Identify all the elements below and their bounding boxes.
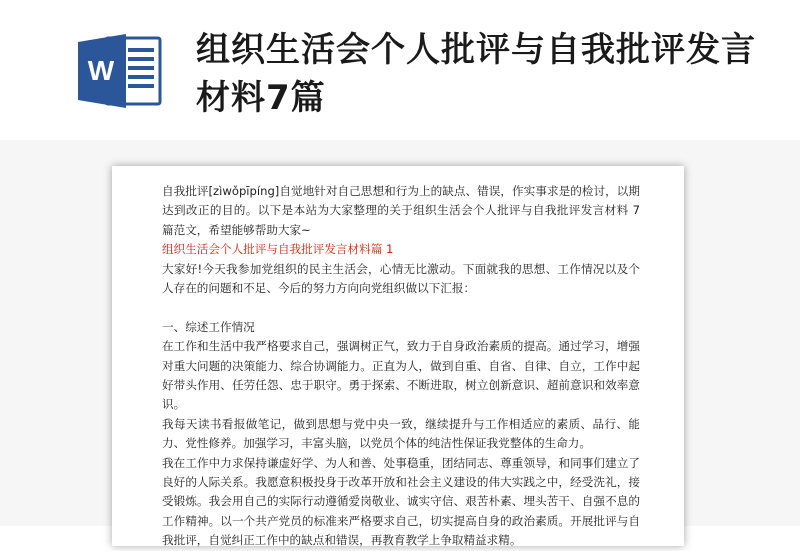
body-paragraph: 在工作和生活中我严格要求自己，强调树正气，致力于自身政治素质的提高。通过学习，增强对重大问题的决策能力、综合协调能力。正直为人，做到自重、自省、自律、自立，工作中起好带头作用、任劳任怨、忠于职守。勇于探索、不断进取，树立创新意识、超前意识和效率意识。 bbox=[162, 339, 640, 412]
body-paragraph: 大家好!今天我参加党组织的民主生活会，心情无比激动。下面就我的思想、工作情况以及个人存在的问题和不足、今后的努力方向向党组织做以下汇报： bbox=[162, 261, 640, 296]
page-title: 组织生活会个人批评与自我批评发言材料7篇 bbox=[196, 30, 756, 118]
subheading: 一、综述工作情况 bbox=[162, 319, 255, 334]
body-paragraph: 我在工作中力求保持谦虚好学、为人和善、处事稳重，团结同志、尊重领导，和同事们建立了良好的人际关系。我愿意积极投身于改革开放和社会主义建设的伟大实践之中，经受洗礼，接受锻炼。我会用自己的实际行动遵循爱岗敬业、诚实守信、艰苦朴素、埋头苦干、自强不息的工作精神。以一个共产党员的标准来严格要求自己，切实提高自身的政治素质。开展批评与自我批评，自觉纠正工作中的缺点和错误，再教育教学上争取精益求精。 bbox=[162, 455, 640, 548]
intro-paragraph: 自我批评[zìwǒpīpíng]自觉地针对自己思想和行为上的缺点、错误，作实事求是的检讨，以期达到改正的目的。以下是本站为大家整理的关于组织生活会个人批评与自我批评发言材料 7 篇范文，希望能够帮助大家~ bbox=[162, 184, 640, 237]
blank-line bbox=[162, 298, 640, 317]
word-icon bbox=[76, 32, 164, 110]
document-body bbox=[162, 182, 640, 551]
body-paragraph: 我每天读书看报做笔记，做到思想与党中央一致，继续提升与工作相适应的素质、品行、能力、党性修养。加强学习，丰富头脑，以党员个体的纯洁性保证我党整体的生命力。 bbox=[162, 416, 640, 451]
section-heading: 组织生活会个人批评与自我批评发言材料篇 1 bbox=[162, 242, 394, 257]
svg-text:W: W bbox=[87, 55, 115, 86]
